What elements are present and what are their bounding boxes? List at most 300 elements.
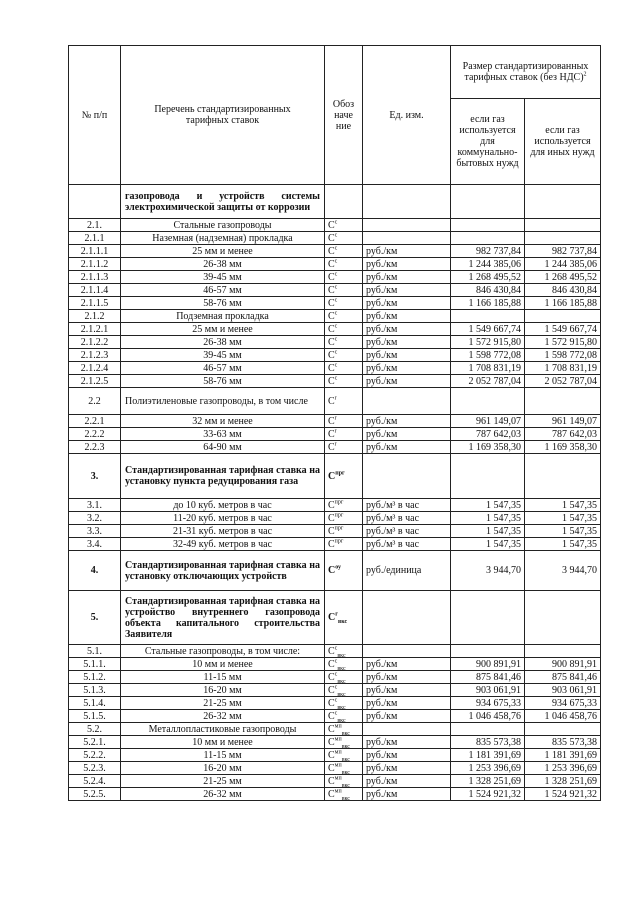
row-number: 2.2.1: [69, 415, 121, 428]
designation-superscript: с: [334, 684, 338, 691]
designation-subscript: вкс: [337, 704, 346, 710]
row-designation: [325, 245, 363, 258]
designation-superscript: с: [334, 697, 338, 704]
row-value-municipal: [451, 388, 525, 415]
designation-superscript: прг: [334, 538, 344, 545]
row-value-municipal: 1 547,35: [451, 525, 525, 538]
row-name: 21-25 мм: [121, 775, 325, 788]
row-name: газопровода и устройств системы электрохимической защиты от коррозии: [121, 185, 325, 219]
designation-symbol: C: [328, 441, 335, 453]
row-number: 3.2.: [69, 512, 121, 525]
row-value-municipal: [451, 310, 525, 323]
row-value-municipal: [451, 454, 525, 499]
row-designation: [325, 591, 363, 645]
designation-symbol: C: [328, 375, 335, 387]
row-value-other: 1 547,35: [525, 499, 601, 512]
row-number: 2.2.2: [69, 428, 121, 441]
row-value-municipal: 3 944,70: [451, 551, 525, 591]
row-number: 5.1.4.: [69, 697, 121, 710]
row-value-other: 1 572 915,80: [525, 336, 601, 349]
header-size-group-text: Размер стандартизированных тарифных ставок (без НДС): [462, 61, 589, 83]
designation-subscript: вкс: [337, 652, 346, 658]
table-row: [69, 375, 601, 388]
designation-superscript: c: [334, 258, 338, 265]
row-number: 2.2: [69, 388, 121, 415]
row-name: 32 мм и менее: [121, 415, 325, 428]
row-designation: [325, 645, 363, 658]
row-number: 2.1.: [69, 219, 121, 232]
row-value-municipal: 1 524 921,32: [451, 788, 525, 801]
designation-superscript: прг: [334, 499, 344, 506]
row-name: Стандартизированная тарифная ставка на устройство внутреннего газопровода объекта капитального строительства Заявителя: [121, 591, 325, 645]
row-number: 5.: [69, 591, 121, 645]
row-name: 46-57 мм: [121, 284, 325, 297]
row-name: 26-38 мм: [121, 336, 325, 349]
row-unit: руб./м³ в час: [363, 525, 451, 538]
designation-superscript: прг: [335, 470, 345, 477]
row-value-municipal: 982 737,84: [451, 245, 525, 258]
row-value-other: 1 046 458,76: [525, 710, 601, 723]
designation-superscript: c: [334, 284, 338, 291]
row-unit: руб./км: [363, 362, 451, 375]
table-row: [69, 697, 601, 710]
row-name: 25 мм и менее: [121, 245, 325, 258]
row-value-other: 875 841,46: [525, 671, 601, 684]
row-number: 5.2.3.: [69, 762, 121, 775]
row-value-other: 1 253 396,69: [525, 762, 601, 775]
table-row: [69, 551, 601, 591]
header-col-municipal: если газ используется для коммунально-бытовых нужд: [451, 99, 525, 185]
row-value-other: 1 169 358,30: [525, 441, 601, 454]
row-value-municipal: 1 181 391,69: [451, 749, 525, 762]
table-row: [69, 428, 601, 441]
row-name: Стандартизированная тарифная ставка на установку пункта редуцирования газа: [121, 454, 325, 499]
row-unit: руб./км: [363, 258, 451, 271]
row-designation: [325, 512, 363, 525]
row-number: 5.1.3.: [69, 684, 121, 697]
row-name: 10 мм и менее: [121, 736, 325, 749]
row-designation: [325, 684, 363, 697]
designation-symbol: C: [328, 684, 335, 696]
row-name: 16-20 мм: [121, 684, 325, 697]
row-number: 4.: [69, 551, 121, 591]
designation-symbol: C: [328, 723, 335, 735]
row-number: 5.2.: [69, 723, 121, 736]
designation-symbol: C: [328, 258, 335, 270]
row-value-municipal: [451, 219, 525, 232]
table-row: [69, 788, 601, 801]
row-value-municipal: 835 573,38: [451, 736, 525, 749]
designation-symbol: C: [328, 470, 336, 482]
row-value-municipal: 1 547,35: [451, 499, 525, 512]
row-value-other: [525, 232, 601, 245]
row-designation: [325, 788, 363, 801]
row-value-municipal: [451, 645, 525, 658]
row-value-other: [525, 723, 601, 736]
row-unit: руб./км: [363, 310, 451, 323]
table-row: [69, 219, 601, 232]
row-name: Стандартизированная тарифная ставка на установку отключающих устройств: [121, 551, 325, 591]
table-row: [69, 538, 601, 551]
row-value-other: 1 547,35: [525, 525, 601, 538]
row-name: 58-76 мм: [121, 375, 325, 388]
header-designation: Обоз наче ние: [325, 46, 363, 185]
table-row: [69, 512, 601, 525]
row-designation: [325, 441, 363, 454]
row-designation: [325, 388, 363, 415]
designation-subscript: вкс: [341, 795, 350, 801]
row-value-other: 934 675,33: [525, 697, 601, 710]
table-row: [69, 185, 601, 219]
row-value-municipal: 1 169 358,30: [451, 441, 525, 454]
row-name: 26-32 мм: [121, 788, 325, 801]
row-number: 5.2.4.: [69, 775, 121, 788]
designation-superscript: прг: [334, 525, 344, 532]
row-value-other: 1 549 667,74: [525, 323, 601, 336]
row-number: 5.1.: [69, 645, 121, 658]
row-name: Металлопластиковые газопроводы: [121, 723, 325, 736]
header-row: [69, 46, 601, 99]
row-unit: руб./м³ в час: [363, 512, 451, 525]
row-value-municipal: 846 430,84: [451, 284, 525, 297]
row-number: 2.1.1.2: [69, 258, 121, 271]
row-value-other: 982 737,84: [525, 245, 601, 258]
row-designation: [325, 454, 363, 499]
row-designation: [325, 428, 363, 441]
designation-symbol: C: [328, 219, 335, 231]
row-designation: [325, 525, 363, 538]
row-unit: руб./км: [363, 375, 451, 388]
designation-superscript: c: [334, 297, 338, 304]
designation-symbol: C: [328, 697, 335, 709]
row-designation: [325, 232, 363, 245]
designation-symbol: C: [328, 658, 335, 670]
designation-subscript: вкс: [341, 782, 350, 788]
designation-superscript: с: [334, 671, 338, 678]
row-unit: руб./км: [363, 349, 451, 362]
tariff-table: [68, 45, 601, 801]
designation-superscript: r: [334, 428, 337, 435]
designation-subscript: вкс: [341, 756, 350, 762]
row-designation: [325, 185, 363, 219]
row-value-other: [525, 388, 601, 415]
row-value-other: 835 573,38: [525, 736, 601, 749]
row-value-municipal: 1 166 185,88: [451, 297, 525, 310]
designation-superscript: мп: [334, 775, 342, 782]
row-unit: [363, 645, 451, 658]
designation-superscript: c: [334, 232, 338, 239]
row-value-municipal: 903 061,91: [451, 684, 525, 697]
designation-superscript: r: [334, 441, 337, 448]
row-number: 2.2.3: [69, 441, 121, 454]
row-value-municipal: [451, 232, 525, 245]
row-number: 3.1.: [69, 499, 121, 512]
row-value-other: 1 598 772,08: [525, 349, 601, 362]
row-value-other: [525, 645, 601, 658]
row-designation: [325, 499, 363, 512]
row-unit: руб./единица: [363, 551, 451, 591]
table-row: [69, 762, 601, 775]
row-unit: руб./км: [363, 697, 451, 710]
designation-superscript: мп: [334, 788, 342, 795]
row-name: 11-20 куб. метров в час: [121, 512, 325, 525]
row-unit: руб./км: [363, 271, 451, 284]
designation-superscript: c: [334, 310, 338, 317]
designation-superscript: с: [334, 710, 338, 717]
row-value-other: 1 166 185,88: [525, 297, 601, 310]
row-value-municipal: 1 253 396,69: [451, 762, 525, 775]
row-value-other: 903 061,91: [525, 684, 601, 697]
row-unit: [363, 219, 451, 232]
designation-superscript: мп: [334, 749, 342, 756]
designation-symbol: C: [328, 428, 335, 440]
row-designation: [325, 284, 363, 297]
row-value-municipal: 900 891,91: [451, 658, 525, 671]
row-name: 39-45 мм: [121, 271, 325, 284]
row-value-other: 1 181 391,69: [525, 749, 601, 762]
designation-symbol: C: [328, 336, 335, 348]
row-number: 2.1.2.4: [69, 362, 121, 375]
designation-superscript: г: [335, 611, 338, 618]
designation-superscript: r: [334, 395, 337, 402]
row-unit: [363, 388, 451, 415]
row-designation: [325, 349, 363, 362]
row-unit: руб./км: [363, 710, 451, 723]
table-row: [69, 671, 601, 684]
designation-superscript: c: [334, 323, 338, 330]
table-row: [69, 258, 601, 271]
row-designation: [325, 258, 363, 271]
row-value-other: [525, 219, 601, 232]
row-designation: [325, 671, 363, 684]
row-name: Стальные газопроводы, в том числе:: [121, 645, 325, 658]
row-value-other: [525, 591, 601, 645]
designation-superscript: с: [334, 645, 338, 652]
row-value-other: [525, 310, 601, 323]
row-value-municipal: 787 642,03: [451, 428, 525, 441]
row-number: 2.1.1.5: [69, 297, 121, 310]
header-name: Перечень стандартизированных тарифных ставок: [121, 46, 325, 185]
designation-superscript: мп: [334, 723, 342, 730]
table-row: [69, 723, 601, 736]
row-unit: руб./км: [363, 749, 451, 762]
row-name: 26-38 мм: [121, 258, 325, 271]
row-unit: руб./км: [363, 684, 451, 697]
row-number: 5.1.1.: [69, 658, 121, 671]
row-name: 11-15 мм: [121, 749, 325, 762]
row-value-other: 1 547,35: [525, 538, 601, 551]
designation-subscript: вкс: [341, 769, 350, 775]
table-row: [69, 454, 601, 499]
row-name: 33-63 мм: [121, 428, 325, 441]
row-value-municipal: 1 547,35: [451, 512, 525, 525]
row-unit: [363, 232, 451, 245]
row-value-other: 787 642,03: [525, 428, 601, 441]
table-row: [69, 658, 601, 671]
table-row: [69, 323, 601, 336]
row-value-other: 1 547,35: [525, 512, 601, 525]
designation-superscript: c: [334, 375, 338, 382]
row-designation: [325, 219, 363, 232]
row-designation: [325, 736, 363, 749]
row-unit: руб./км: [363, 245, 451, 258]
row-value-municipal: 1 549 667,74: [451, 323, 525, 336]
row-unit: руб./м³ в час: [363, 538, 451, 551]
row-number: 5.1.5.: [69, 710, 121, 723]
row-value-other: 3 944,70: [525, 551, 601, 591]
designation-symbol: C: [328, 512, 335, 524]
row-number: 5.2.1.: [69, 736, 121, 749]
table-row: [69, 297, 601, 310]
row-designation: [325, 762, 363, 775]
row-name: 39-45 мм: [121, 349, 325, 362]
row-name: Полиэтиленовые газопроводы, в том числе: [121, 388, 325, 415]
designation-subscript: вкс: [337, 678, 346, 684]
table-row: [69, 525, 601, 538]
table-row: [69, 499, 601, 512]
row-number: [69, 185, 121, 219]
row-value-municipal: 875 841,46: [451, 671, 525, 684]
row-number: 5.2.5.: [69, 788, 121, 801]
designation-symbol: C: [328, 612, 336, 623]
row-designation: [325, 297, 363, 310]
row-unit: руб./км: [363, 415, 451, 428]
footnote-marker: 2: [583, 71, 587, 78]
designation-symbol: C: [328, 415, 335, 427]
header-size-group: [451, 46, 601, 99]
designation-symbol: C: [328, 565, 336, 576]
row-unit: руб./км: [363, 323, 451, 336]
designation-symbol: C: [328, 349, 335, 361]
row-designation: [325, 658, 363, 671]
row-name: 25 мм и менее: [121, 323, 325, 336]
tariff-table-body: [69, 46, 601, 801]
row-number: 2.1.1.1: [69, 245, 121, 258]
table-row: [69, 645, 601, 658]
designation-symbol: C: [328, 538, 335, 550]
table-row: [69, 775, 601, 788]
row-number: 3.: [69, 454, 121, 499]
row-value-municipal: 1 244 385,06: [451, 258, 525, 271]
designation-symbol: C: [328, 362, 335, 374]
row-designation: [325, 271, 363, 284]
row-value-municipal: 2 052 787,04: [451, 375, 525, 388]
designation-symbol: C: [328, 645, 335, 657]
row-unit: руб./м³ в час: [363, 499, 451, 512]
table-row: [69, 310, 601, 323]
row-value-municipal: 934 675,33: [451, 697, 525, 710]
designation-superscript: мп: [334, 762, 342, 769]
designation-symbol: C: [328, 775, 335, 787]
row-name: 46-57 мм: [121, 362, 325, 375]
row-designation: [325, 362, 363, 375]
row-name: Подземная прокладка: [121, 310, 325, 323]
table-row: [69, 388, 601, 415]
row-unit: руб./км: [363, 297, 451, 310]
row-value-municipal: 961 149,07: [451, 415, 525, 428]
row-value-other: 1 328 251,69: [525, 775, 601, 788]
designation-symbol: C: [328, 395, 335, 407]
row-name: 64-90 мм: [121, 441, 325, 454]
designation-symbol: C: [328, 749, 335, 761]
row-name: 11-15 мм: [121, 671, 325, 684]
row-unit: [363, 591, 451, 645]
row-name: 58-76 мм: [121, 297, 325, 310]
row-name: 16-20 мм: [121, 762, 325, 775]
row-value-municipal: 1 708 831,19: [451, 362, 525, 375]
row-unit: руб./км: [363, 441, 451, 454]
row-value-other: 1 268 495,52: [525, 271, 601, 284]
designation-superscript: c: [334, 271, 338, 278]
designation-symbol: C: [328, 525, 335, 537]
designation-symbol: C: [328, 271, 335, 283]
row-designation: [325, 336, 363, 349]
row-name: Стальные газопроводы: [121, 219, 325, 232]
row-designation: [325, 775, 363, 788]
row-unit: руб./км: [363, 336, 451, 349]
table-row: [69, 684, 601, 697]
designation-symbol: C: [328, 671, 335, 683]
row-number: 5.1.2.: [69, 671, 121, 684]
row-number: 2.1.2: [69, 310, 121, 323]
row-unit: [363, 723, 451, 736]
row-unit: руб./км: [363, 788, 451, 801]
row-designation: [325, 723, 363, 736]
table-row: [69, 591, 601, 645]
row-value-municipal: [451, 185, 525, 219]
row-value-other: 846 430,84: [525, 284, 601, 297]
row-value-other: 1 708 831,19: [525, 362, 601, 375]
designation-symbol: C: [328, 245, 335, 257]
row-unit: руб./км: [363, 658, 451, 671]
row-value-municipal: [451, 723, 525, 736]
row-name: 32-49 куб. метров в час: [121, 538, 325, 551]
designation-symbol: C: [328, 232, 335, 244]
row-value-other: 2 052 787,04: [525, 375, 601, 388]
designation-symbol: C: [328, 710, 335, 722]
row-name: Наземная (надземная) прокладка: [121, 232, 325, 245]
designation-subscript: вкс: [337, 691, 346, 697]
row-value-other: [525, 454, 601, 499]
row-number: 2.1.1.3: [69, 271, 121, 284]
designation-subscript: вкс: [337, 717, 346, 723]
designation-superscript: c: [334, 245, 338, 252]
table-row: [69, 336, 601, 349]
row-designation: [325, 375, 363, 388]
designation-symbol: C: [328, 284, 335, 296]
row-designation: [325, 310, 363, 323]
header-col-other: если газ используется для иных нужд: [525, 99, 601, 185]
designation-symbol: C: [328, 323, 335, 335]
row-number: 2.1.2.1: [69, 323, 121, 336]
designation-subscript: вкс: [337, 619, 348, 625]
row-value-municipal: 1 547,35: [451, 538, 525, 551]
table-row: [69, 284, 601, 297]
designation-subscript: вкс: [337, 665, 346, 671]
designation-superscript: мп: [334, 736, 342, 743]
designation-superscript: c: [334, 219, 338, 226]
designation-subscript: вкс: [341, 730, 350, 736]
row-number: 2.1.2.2: [69, 336, 121, 349]
designation-symbol: C: [328, 499, 335, 511]
row-value-municipal: 1 268 495,52: [451, 271, 525, 284]
row-number: 2.1.2.5: [69, 375, 121, 388]
designation-superscript: с: [334, 658, 338, 665]
row-unit: [363, 185, 451, 219]
designation-superscript: прг: [334, 512, 344, 519]
designation-symbol: C: [328, 762, 335, 774]
designation-symbol: C: [328, 297, 335, 309]
